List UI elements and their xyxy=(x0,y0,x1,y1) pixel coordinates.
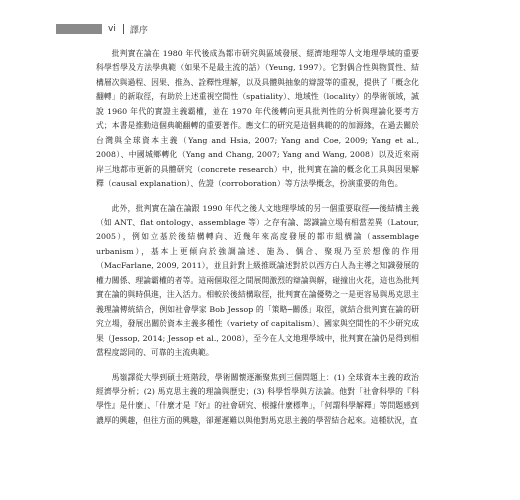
paragraph-1: 批判實在論在 1980 年代後成為都市研究與區域發展、經濟地理等人文地理學域的重要科學哲學及方法學典範（如果不是最主流的話）（Yeung, 1997）。它對偶合性與物質性、結構層次與過程、因果、推為、詮釋性理解，以及具體與抽象的辯證等的重視，提供了「概念化翻轉」的新取徑，有助於上述重視空間性（spatiality）、地域性（locality）的學術領域，誠說 1960 年代的實證主義霸權，並在 1970 年代後轉向更具批判性的分析與理論化要考方式；本書是推動這個典範翻轉的重要著作。應文仁的研究是這個典範的的加源緣，在過去關於台灣與全球資本主義（Yang and Hsia, 2007; Yang and Coe, 2009; Yang et al., 2008）、中國城鄉轉化（Yang and Chang, 2007; Yang and Wang, 2008）以及近來兩岸三地都市更新的具體研究（concrete research）中，批判實在論的概念化工具與因果解釋（causal explanation）、佐證（corroboration）等方法學概念，扮演重要的角色。 xyxy=(96,49,419,189)
page-folio: vi xyxy=(108,24,116,34)
header-gray-bar xyxy=(56,24,102,34)
paragraph-2: 此外，批判實在論在論跟 1990 年代之後人文地理學域的另一個重要取徑──後結構主義（如 ANT、flat ontology、assemblage 等）之存有論、認識論立場有相當差異（Latour, 2005），例如立基於後結構轉向、近幾年來高度發展的都市組構論（assemblage urbanism），基本上更傾向於強調論述、施為、偶合、聚現乃至於想像的作用（MacFarlane, 2009, 2011），並且針對上級推既論述對於以西方白人為主導之知識發展的權力關係、理論霸權的者等。這兩個取徑之間展開激烈的辯論與解，碰撞出火花，這也為批判實在論的與時俱進，注入活力。相較於後結構取徑，批判實在論優勢之一是更容易與馬克思主義理論傳統結合，例如社會學家 Bob Jessop 的「策略─關係」取徑，就結合批判實在論的研究立場，發展出關於資本主義多種性（variety of capitalism）、國家與空間性的不少研究成果（Jessop, 2014; Jessop et al., 2008），至今在人文地理學域中，批判實在論仍是得到相當程度認同的、可靠的主流典範。 xyxy=(96,203,419,358)
running-title: 譯序 xyxy=(129,25,148,36)
header-divider xyxy=(123,24,124,34)
running-header xyxy=(56,22,148,36)
paragraph-3: 馬嶺譯從大學到碩士班階段，學術關懷逐漸聚焦到三個問題上：(1) 全球資本主義的政治經濟學分析；(2) 馬克思主義的理論與歷史；(3) 科學哲學與方法論。他對「社會科學的『科學性』是什麼」、「什麼才是『好』的社會研究、根據什麼標準」，「何謂科學解釋」等問題感到濃厚的興趣，但往方面的興趣，卻遲遲難以與他對馬克思主義的學習結合起來。這種狀況，直 xyxy=(96,372,419,425)
body-text xyxy=(96,47,419,438)
